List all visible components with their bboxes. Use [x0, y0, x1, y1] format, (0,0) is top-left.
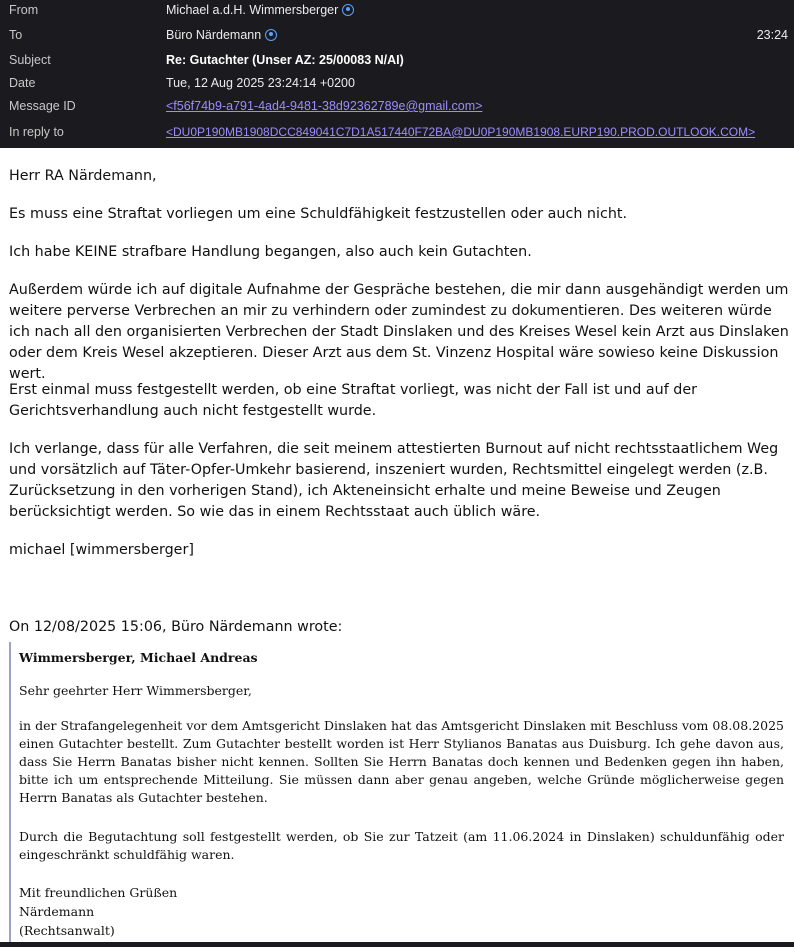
subject-label: Subject: [9, 53, 51, 67]
body-paragraph: Erst einmal muss festgestellt werden, ob eine Straftat vorliegt, was nicht der Fall ist und auf der Gerichtsverhandlung auch nicht festgestellt wurde.: [9, 382, 698, 419]
quoted-message: [9, 642, 786, 942]
subject-row: [0, 50, 794, 73]
quote-closing: Mit freundlichen Grüßen: [19, 885, 178, 900]
quote-recipient: Wimmersberger, Michael Andreas: [19, 650, 258, 665]
message-header: [0, 0, 794, 148]
greeting: Herr RA Närdemann,: [9, 168, 157, 184]
in-reply-to-row: [0, 122, 794, 145]
signature: michael [wimmersberger]: [9, 542, 194, 558]
quote-intro: On 12/08/2025 15:06, Büro Närdemann wrote:: [9, 619, 343, 635]
from-name[interactable]: Michael a.d.H. Wimmersberger: [166, 3, 339, 17]
date-value: Tue, 12 Aug 2025 23:24:14 +0200: [166, 76, 355, 90]
body-paragraph: Außerdem würde ich auf digitale Aufnahme der Gespräche bestehen, die mir dann ausgehändigt werden um weitere perverse Verbrechen an mir zu verhindern oder zumindest zu dokumentieren. Des weiteren würde ich nach all den organisierten Verbrechen der Stadt Dinslaken und des Kreises Wesel kein Arzt aus Dinslaken oder dem Kreis Wesel akzeptieren. Dieser Arzt aus dem St. Vinzenz Hospital wäre sowieso keine Diskussion wert.: [9, 282, 789, 382]
from-row: [0, 0, 794, 23]
contact-icon[interactable]: [342, 4, 354, 16]
body-paragraph: Es muss eine Straftat vorliegen um eine Schuldfähigkeit festzustellen oder auch nicht.: [9, 206, 628, 222]
body-paragraph: Ich verlange, dass für alle Verfahren, die seit meinem attestierten Burnout auf nicht rechtsstaatlichem Weg und vorsätzlich auf Täter-Opfer-Umkehr basierend, inszeniert wurden, Rechtsmittel eingelegt werden (z.B. Zurücksetzung in den vorherigen Stand), ich Akteneinsicht erhalte und meine Beweise und Zeugen berücksichtigt werden. So wie das in einem Rechtsstaat auch üblich wäre.: [9, 441, 779, 520]
quote-paragraph: in der Strafangelegenheit vor dem Amtsgericht Dinslaken hat das Amtsgericht Dinslaken mit Beschluss vom 08.08.2025 einen Gutachter bestellt. Zum Gutachter bestellt worden ist Herr Stylianos Banatas aus Duisburg. Ich gehe davon aus, dass Sie Herrn Banatas bisher nicht kennen. Sollten Sie Herrn Banatas doch kennen und Bedenken gegen ihn haben, bitte ich um entsprechende Mitteilung. Sie müssen dann aber genau angeben, welche Gründe möglicherweise gegen Herrn Banatas als Gutachter bestehen.: [19, 718, 784, 805]
date-label: Date: [9, 76, 36, 90]
from-label: From: [9, 3, 39, 17]
in-reply-to-link[interactable]: <DU0P190MB1908DCC849041C7D1A517440F72BA@DU0P190MB1908.EURP190.PROD.OUTLOOK.COM>: [166, 125, 756, 139]
subject-value: Re: Gutachter (Unser AZ: 25/00083 N/AI): [166, 53, 404, 67]
from-value[interactable]: [166, 3, 354, 17]
bottom-bar: [0, 942, 794, 947]
body-paragraph: Ich habe KEINE strafbare Handlung begangen, also auch kein Gutachten.: [9, 244, 532, 260]
to-label: To: [9, 28, 23, 42]
message-time: 23:24: [756, 28, 788, 42]
to-name[interactable]: Büro Närdemann: [166, 28, 262, 42]
in-reply-to-label: In reply to: [9, 125, 64, 139]
quote-salutation: Sehr geehrter Herr Wimmersberger,: [19, 683, 252, 698]
date-row: [0, 73, 794, 96]
message-id-link[interactable]: <f56f74b9-a791-4ad4-9481-38d92362789e@gmail.com>: [166, 99, 483, 113]
quote-paragraph: Durch die Begutachtung soll festgestellt werden, ob Sie zur Tatzeit (am 11.06.2024 in Dinslaken) schuldunfähig oder eingeschränkt schuldfähig waren.: [19, 829, 784, 862]
quote-sender-title: (Rechtsanwalt): [19, 923, 115, 938]
quote-sender-name: Närdemann: [19, 904, 95, 919]
to-row: [0, 25, 794, 48]
message-id-row: [0, 96, 794, 119]
contact-icon[interactable]: [265, 29, 277, 41]
to-value[interactable]: [166, 28, 277, 42]
message-id-label: Message ID: [9, 99, 76, 113]
